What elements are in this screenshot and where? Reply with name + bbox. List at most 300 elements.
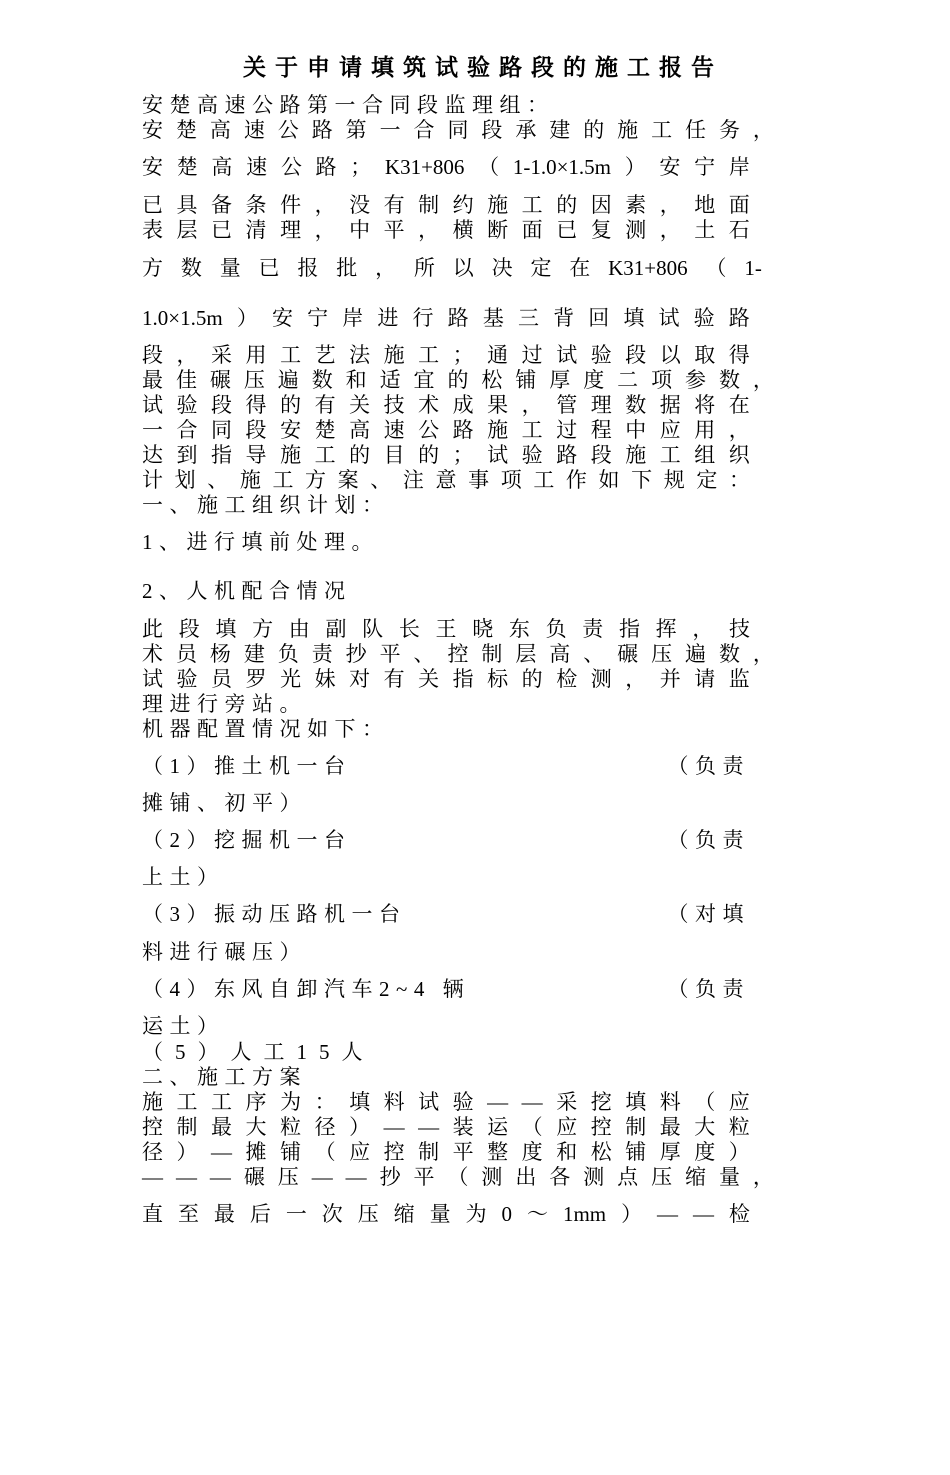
- text-glyph: 、: [413, 642, 435, 666]
- equipment-row: [142, 753, 750, 779]
- text-glyph: ；: [452, 443, 474, 467]
- text-glyph: 量: [718, 1165, 740, 1189]
- text-glyph: 行: [412, 306, 434, 330]
- section-heading: 一、施工组织计划：: [142, 493, 390, 517]
- text-glyph: 段: [211, 393, 233, 417]
- text-glyph: 土: [694, 218, 716, 242]
- equipment-note-cont: 料进行碾压）: [142, 940, 307, 964]
- text-glyph: 工: [280, 343, 302, 367]
- text-glyph: 1mm: [562, 1202, 607, 1226]
- text-glyph: 量: [429, 1202, 451, 1226]
- body-line: [142, 467, 750, 493]
- text-glyph: 试: [418, 1090, 440, 1114]
- text-glyph: ，: [752, 368, 774, 392]
- section-heading: 二、施工方案: [142, 1065, 307, 1089]
- text-glyph: 最: [213, 1202, 235, 1226]
- text-glyph: 速: [383, 418, 405, 442]
- subheading: 2、人机配合情况: [142, 579, 352, 603]
- text-glyph: 应: [659, 418, 681, 442]
- text-glyph: 备: [211, 193, 233, 217]
- text-glyph: 控: [383, 1140, 405, 1164]
- text-glyph: 层: [176, 218, 198, 242]
- text-glyph: ，: [176, 343, 198, 367]
- text-glyph: 的: [280, 393, 302, 417]
- text-glyph: 楚: [314, 418, 336, 442]
- text-glyph: 责: [311, 642, 333, 666]
- body-line: [142, 192, 750, 218]
- text-glyph: 在: [728, 393, 750, 417]
- text-glyph: 作: [565, 468, 587, 492]
- text-glyph: 段: [590, 443, 612, 467]
- addressee-line: 安楚高速公路第一合同段监理组：: [142, 93, 555, 117]
- text-glyph: 岸: [342, 306, 364, 330]
- text-glyph: K31+806: [384, 155, 465, 179]
- text-glyph: 径: [142, 1140, 163, 1164]
- equipment-note-cont: 上土）: [142, 865, 225, 889]
- text-glyph: 理: [280, 218, 302, 242]
- text-glyph: 填: [625, 1090, 647, 1114]
- text-glyph: 测: [590, 667, 612, 691]
- text-glyph: —: [142, 1165, 163, 1189]
- text-glyph: 料: [383, 1090, 405, 1114]
- text-glyph: 大: [694, 1115, 716, 1139]
- text-glyph: 员: [175, 642, 197, 666]
- text-glyph: （: [478, 155, 500, 179]
- text-glyph: —: [418, 1115, 440, 1139]
- subheading: 1、进行填前处理。: [142, 530, 379, 554]
- text-glyph: 安: [142, 118, 163, 142]
- text-glyph: 路: [447, 306, 469, 330]
- equipment-note: （负责: [667, 828, 750, 852]
- text-glyph: 试: [487, 443, 509, 467]
- text-glyph: 度: [694, 1140, 716, 1164]
- text-glyph: 至: [177, 1202, 199, 1226]
- text-glyph: 员: [211, 667, 233, 691]
- text-glyph: 的: [349, 443, 371, 467]
- text-glyph: 工: [418, 343, 440, 367]
- text-glyph: 对: [349, 667, 371, 691]
- text-glyph: 复: [590, 218, 612, 242]
- text-glyph: 施: [383, 343, 405, 367]
- equipment-row: [142, 976, 750, 1002]
- text-glyph: 量: [219, 256, 241, 280]
- text-glyph: 组: [694, 443, 716, 467]
- text-glyph: 层: [515, 642, 537, 666]
- text-glyph: 公: [277, 118, 299, 142]
- text-glyph: 佳: [175, 368, 197, 392]
- body-line: [142, 1164, 774, 1190]
- text-glyph: 厚: [549, 368, 571, 392]
- text-glyph: 厚: [659, 1140, 681, 1164]
- text-glyph: 由: [288, 617, 310, 641]
- text-glyph: 最: [142, 368, 163, 392]
- text-glyph: 项: [651, 368, 673, 392]
- text-glyph: ：: [314, 1090, 336, 1114]
- text-glyph: 速: [246, 155, 268, 179]
- text-glyph: 1-1.0×1.5m: [512, 155, 612, 179]
- body-line: [142, 1089, 750, 1115]
- text-glyph: ；: [452, 343, 474, 367]
- text-glyph: 果: [487, 393, 509, 417]
- text-glyph: ，: [314, 218, 336, 242]
- body-line: [142, 117, 774, 143]
- text-glyph: 程: [590, 418, 612, 442]
- text-glyph: 安: [280, 418, 302, 442]
- text-glyph: 指: [618, 617, 640, 641]
- text-glyph: 施: [280, 443, 302, 467]
- text-glyph: 事: [468, 468, 490, 492]
- text-glyph: 碾: [243, 1165, 265, 1189]
- text-glyph: 径: [314, 1115, 336, 1139]
- text-glyph: 挖: [590, 1090, 612, 1114]
- text-glyph: —: [487, 1090, 509, 1114]
- text-glyph: （: [694, 1090, 716, 1114]
- text-glyph: 中: [625, 418, 647, 442]
- text-glyph: 检: [728, 1202, 750, 1226]
- text-glyph: 度: [583, 368, 605, 392]
- text-glyph: 的: [418, 443, 440, 467]
- text-glyph: 施: [625, 443, 647, 467]
- text-glyph: 出: [515, 1165, 537, 1189]
- text-glyph: 工: [272, 468, 294, 492]
- text-glyph: 制: [418, 193, 440, 217]
- text-glyph: 队: [362, 617, 384, 641]
- text-glyph: 断: [487, 218, 509, 242]
- text-glyph: 、: [207, 468, 229, 492]
- text-glyph: ，: [752, 1165, 774, 1189]
- body-line: [142, 217, 750, 243]
- text-glyph: ，: [752, 118, 774, 142]
- text-glyph: 的: [556, 193, 578, 217]
- body-line: [142, 367, 774, 393]
- text-glyph: 安: [659, 155, 681, 179]
- text-glyph: 制: [418, 1140, 440, 1164]
- text-glyph: 验: [452, 1090, 474, 1114]
- text-glyph: 数: [180, 256, 202, 280]
- text-glyph: 定: [696, 468, 718, 492]
- text-glyph: 粒: [728, 1115, 750, 1139]
- text-glyph: 岸: [728, 155, 750, 179]
- text-glyph: 王: [435, 617, 457, 641]
- text-glyph: 工: [176, 1090, 198, 1114]
- text-glyph: 法: [349, 343, 371, 367]
- equipment-item: （1）推土机一台: [142, 754, 352, 778]
- text-glyph: 遍: [685, 642, 706, 666]
- text-glyph: 平: [379, 642, 401, 666]
- body-line: 机器配置情况如下：: [142, 717, 390, 741]
- text-glyph: 缩: [685, 1165, 706, 1189]
- text-glyph: 高: [349, 418, 371, 442]
- text-glyph: 1.0×1.5m: [142, 306, 223, 330]
- text-glyph: 所: [413, 256, 435, 280]
- text-glyph: 指: [452, 667, 474, 691]
- text-glyph: 基: [482, 306, 504, 330]
- body-line: [142, 641, 774, 667]
- text-glyph: ）: [624, 155, 646, 179]
- text-glyph: 施: [487, 418, 509, 442]
- text-glyph: 抄: [345, 642, 367, 666]
- text-glyph: 划: [174, 468, 196, 492]
- text-glyph: 段: [245, 418, 267, 442]
- text-glyph: 理: [590, 393, 612, 417]
- text-glyph: 术: [418, 393, 440, 417]
- text-glyph: 建: [243, 642, 265, 666]
- text-glyph: 负: [545, 617, 567, 641]
- text-glyph: ，: [521, 393, 543, 417]
- text-glyph: 公: [280, 155, 302, 179]
- text-glyph: 宁: [694, 155, 716, 179]
- text-glyph: 标: [487, 667, 509, 691]
- text-glyph: 建: [549, 118, 571, 142]
- text-glyph: 已: [258, 256, 280, 280]
- text-glyph: 的: [447, 368, 469, 392]
- text-glyph: 抄: [379, 1165, 401, 1189]
- text-glyph: 方: [142, 256, 163, 280]
- text-glyph: 据: [659, 393, 681, 417]
- text-glyph: 数: [718, 368, 740, 392]
- text-glyph: ）: [349, 1115, 371, 1139]
- text-glyph: 验: [176, 667, 198, 691]
- text-glyph: 表: [142, 218, 163, 242]
- text-glyph: 验: [176, 393, 198, 417]
- text-glyph: 摊: [245, 1140, 267, 1164]
- text-glyph: 制: [176, 1115, 198, 1139]
- text-glyph: 运: [487, 1115, 509, 1139]
- text-glyph: 工: [314, 443, 336, 467]
- text-glyph: ）: [728, 1140, 750, 1164]
- text-glyph: 合: [413, 118, 435, 142]
- text-glyph: 第: [345, 118, 367, 142]
- text-glyph: 压: [357, 1202, 379, 1226]
- text-glyph: 装: [452, 1115, 474, 1139]
- text-glyph: 采: [211, 343, 233, 367]
- text-glyph: 粒: [280, 1115, 302, 1139]
- text-glyph: 以: [452, 256, 474, 280]
- text-glyph: 试: [556, 343, 578, 367]
- text-glyph: 目: [383, 443, 405, 467]
- text-glyph: 技: [383, 393, 405, 417]
- text-glyph: ～: [526, 1202, 548, 1226]
- text-glyph: 速: [243, 118, 265, 142]
- body-line: [142, 442, 750, 468]
- text-glyph: —: [211, 1140, 233, 1164]
- text-glyph: 填: [349, 1090, 371, 1114]
- text-glyph: 光: [280, 667, 302, 691]
- text-glyph: 合: [176, 418, 198, 442]
- text-glyph: 施: [142, 1090, 163, 1114]
- text-glyph: 段: [481, 118, 503, 142]
- text-glyph: 同: [447, 118, 469, 142]
- text-glyph: 次: [321, 1202, 343, 1226]
- text-glyph: 达: [142, 443, 163, 467]
- text-glyph: 定: [530, 256, 552, 280]
- text-glyph: 管: [556, 393, 578, 417]
- text-glyph: 得: [728, 343, 750, 367]
- text-glyph: 任: [685, 118, 706, 142]
- text-glyph: 过: [521, 343, 543, 367]
- text-glyph: ，: [314, 193, 336, 217]
- text-glyph: ，: [375, 256, 397, 280]
- text-glyph: 安: [271, 306, 293, 330]
- text-glyph: 序: [245, 1090, 267, 1114]
- text-glyph: 已: [142, 193, 163, 217]
- text-glyph: 务: [718, 118, 740, 142]
- text-glyph: 平: [413, 1165, 435, 1189]
- text-glyph: 松: [590, 1140, 612, 1164]
- text-glyph: 长: [398, 617, 420, 641]
- text-glyph: 楚: [175, 118, 197, 142]
- text-glyph: 压: [277, 1165, 299, 1189]
- labor-line: （5）人工15人: [142, 1040, 375, 1064]
- text-glyph: 铺: [515, 368, 537, 392]
- body-line: 理进行旁站。: [142, 692, 307, 716]
- text-glyph: ，: [692, 617, 714, 641]
- text-glyph: 高: [209, 118, 231, 142]
- text-glyph: 成: [452, 393, 474, 417]
- text-glyph: （: [447, 1165, 469, 1189]
- text-glyph: 施: [487, 193, 509, 217]
- text-glyph: 段: [625, 343, 647, 367]
- text-glyph: 罗: [245, 667, 267, 691]
- text-glyph: 石: [728, 218, 750, 242]
- text-glyph: ，: [625, 667, 647, 691]
- text-glyph: 遍: [277, 368, 299, 392]
- text-glyph: 妹: [314, 667, 336, 691]
- text-glyph: 测: [625, 218, 647, 242]
- text-glyph: 碾: [209, 368, 231, 392]
- text-glyph: 通: [487, 343, 509, 367]
- text-glyph: 计: [142, 468, 163, 492]
- text-glyph: 下: [631, 468, 653, 492]
- text-glyph: 一: [379, 118, 401, 142]
- text-glyph: 清: [245, 218, 267, 242]
- text-glyph: 检: [556, 667, 578, 691]
- text-glyph: 路: [452, 418, 474, 442]
- body-line: [142, 616, 750, 642]
- text-glyph: （: [314, 1140, 336, 1164]
- text-glyph: 控: [447, 642, 469, 666]
- text-glyph: 面: [521, 218, 543, 242]
- text-glyph: （: [521, 1115, 543, 1139]
- text-glyph: 术: [142, 642, 163, 666]
- text-glyph: 高: [549, 642, 571, 666]
- body-line: [142, 392, 750, 418]
- text-glyph: 晓: [472, 617, 494, 641]
- equipment-row: [142, 827, 750, 853]
- text-glyph: ）: [621, 1202, 643, 1226]
- text-glyph: 数: [625, 393, 647, 417]
- text-glyph: 指: [211, 443, 233, 467]
- text-glyph: 、: [370, 468, 392, 492]
- text-glyph: 试: [142, 667, 163, 691]
- text-glyph: 压: [651, 642, 673, 666]
- text-glyph: 度: [521, 1140, 543, 1164]
- text-glyph: 条: [245, 193, 267, 217]
- text-glyph: 同: [211, 418, 233, 442]
- text-glyph: 有: [383, 193, 405, 217]
- text-glyph: 工: [659, 443, 681, 467]
- text-glyph: 应: [556, 1115, 578, 1139]
- text-glyph: 工: [211, 1090, 233, 1114]
- text-glyph: —: [383, 1115, 405, 1139]
- text-glyph: 数: [718, 642, 740, 666]
- text-glyph: 到: [176, 443, 198, 467]
- text-glyph: 后: [249, 1202, 271, 1226]
- text-glyph: —: [657, 1202, 679, 1226]
- body-line: [142, 154, 750, 180]
- text-glyph: 验: [590, 343, 612, 367]
- body-line: [142, 342, 750, 368]
- text-glyph: 回: [588, 306, 610, 330]
- text-glyph: 决: [491, 256, 513, 280]
- text-glyph: 挥: [655, 617, 677, 641]
- text-glyph: 应: [728, 1090, 750, 1114]
- text-glyph: 1-: [744, 256, 762, 280]
- text-glyph: 技: [729, 617, 750, 641]
- text-glyph: 二: [617, 368, 639, 392]
- text-glyph: 项: [500, 468, 522, 492]
- text-glyph: 平: [452, 1140, 474, 1164]
- text-glyph: 公: [418, 418, 440, 442]
- text-glyph: 整: [487, 1140, 509, 1164]
- text-glyph: 艺: [314, 343, 336, 367]
- text-glyph: 数: [311, 368, 333, 392]
- equipment-note: （负责: [667, 754, 750, 778]
- text-glyph: 施: [617, 118, 639, 142]
- text-glyph: 监: [728, 667, 750, 691]
- text-glyph: ）: [176, 1140, 198, 1164]
- text-glyph: 因: [590, 193, 612, 217]
- text-glyph: 宜: [413, 368, 435, 392]
- text-glyph: 用: [694, 418, 716, 442]
- text-glyph: 地: [694, 193, 716, 217]
- text-glyph: 路: [728, 306, 750, 330]
- text-glyph: —: [311, 1165, 333, 1189]
- text-glyph: 责: [582, 617, 604, 641]
- text-glyph: 进: [377, 306, 399, 330]
- text-glyph: 没: [349, 193, 371, 217]
- text-glyph: ，: [659, 218, 681, 242]
- text-glyph: 段: [142, 343, 163, 367]
- text-glyph: ，: [752, 642, 774, 666]
- text-glyph: 过: [556, 418, 578, 442]
- text-glyph: 填: [623, 306, 645, 330]
- body-line: [142, 1139, 750, 1165]
- text-glyph: 、: [583, 642, 605, 666]
- text-glyph: 的: [521, 667, 543, 691]
- document-title: 关于申请填筑试验路段的施工报告: [243, 55, 723, 80]
- text-glyph: 点: [617, 1165, 639, 1189]
- text-glyph: 压: [651, 1165, 673, 1189]
- text-glyph: 此: [142, 617, 163, 641]
- text-glyph: 楚: [176, 155, 198, 179]
- text-glyph: 制: [625, 1115, 647, 1139]
- text-glyph: 以: [659, 343, 681, 367]
- text-glyph: 一: [285, 1202, 307, 1226]
- equipment-note: （负责: [667, 977, 750, 1001]
- text-glyph: 用: [245, 343, 267, 367]
- text-glyph: 副: [325, 617, 347, 641]
- text-glyph: 导: [245, 443, 267, 467]
- text-glyph: 意: [435, 468, 457, 492]
- text-glyph: 验: [693, 306, 715, 330]
- text-glyph: —: [209, 1165, 231, 1189]
- text-glyph: 控: [142, 1115, 163, 1139]
- text-glyph: 施: [239, 468, 261, 492]
- text-glyph: （: [705, 256, 727, 280]
- text-glyph: 采: [556, 1090, 578, 1114]
- text-glyph: 为: [280, 1090, 302, 1114]
